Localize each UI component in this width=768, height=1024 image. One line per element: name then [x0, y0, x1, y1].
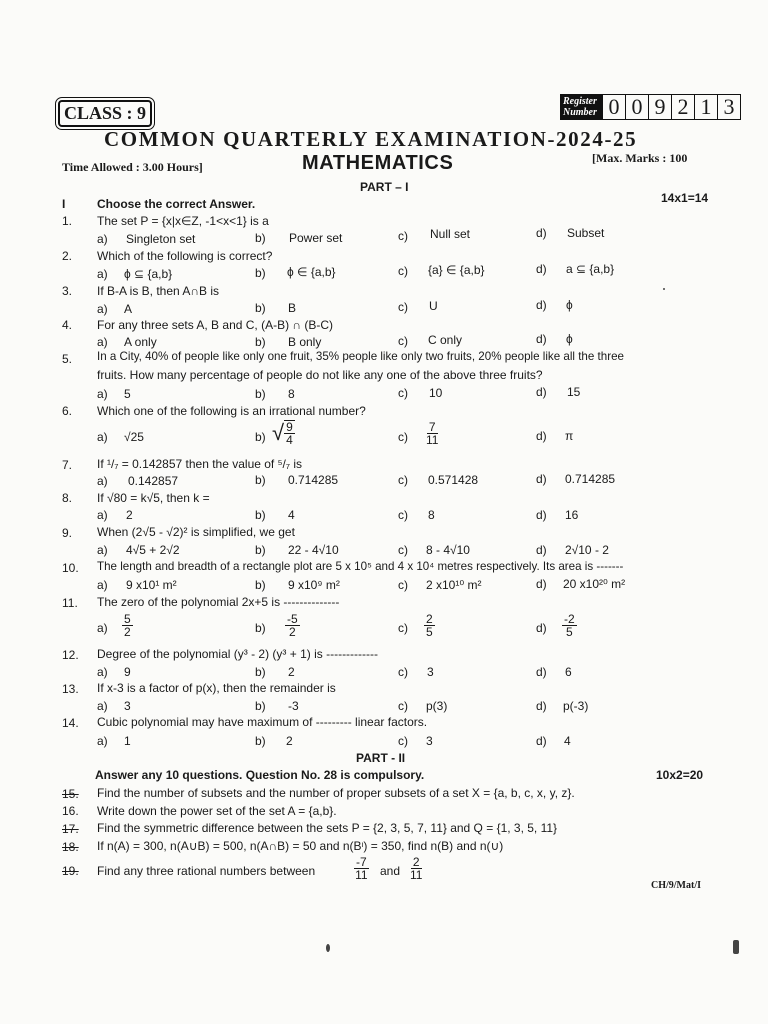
question-text: In a City, 40% of people like only one fruit, 35% people like only two fruits, 20% people like all the three: [97, 350, 624, 363]
option-label-a: a): [97, 734, 108, 748]
option-label-c: c): [398, 699, 408, 713]
option-c: 10: [429, 386, 443, 400]
option-label-a: a): [97, 543, 108, 557]
question-text: Find the number of subsets and the number of proper subsets of a set X = {a, b, c, x, y, z}.: [97, 786, 575, 800]
question-text: If n(A) = 300, n(A∪B) = 500, n(A∩B) = 50 and n(Bᶦ) = 350, find n(B) and n(∪): [97, 839, 504, 853]
question-text: Degree of the polynomial (y³ - 2) (y³ + 1) is -------------: [97, 647, 379, 661]
option-b: B: [288, 301, 297, 315]
option-c: 0.571428: [428, 473, 479, 487]
question-number: 3.: [62, 284, 73, 298]
option-label-c: c): [398, 430, 408, 444]
option-label-a: a): [97, 699, 108, 713]
question-number: 6.: [62, 404, 73, 418]
subject-title: MATHEMATICS: [302, 152, 454, 174]
option-label-b: b): [255, 430, 266, 444]
scan-speck: [663, 288, 665, 290]
question-number: 16.: [62, 804, 79, 818]
option-label-d: d): [536, 543, 547, 557]
fraction-denominator: 11: [410, 868, 423, 882]
part-2-instruction: Answer any 10 questions. Question No. 28 is compulsory.: [95, 768, 425, 782]
fraction-numerator: 5: [124, 612, 131, 626]
option-b: 2: [286, 734, 293, 748]
option-d: [562, 613, 577, 638]
option-label-c: c): [398, 734, 408, 748]
option-label-a: a): [97, 302, 108, 316]
option-b: √ $\frac{9}{4}$: [272, 420, 293, 447]
question-number: 12.: [62, 648, 79, 662]
option-label-a: a): [97, 267, 108, 281]
option-b: 9 x10⁹ m²: [288, 578, 340, 592]
option-a: 5: [124, 387, 131, 401]
option-a: 4√5 + 2√2: [126, 543, 180, 557]
option-label-c: c): [398, 665, 408, 679]
question-text: Write down the power set of the set A = {a,b}.: [97, 804, 337, 818]
question-text: Cubic polynomial may have maximum of --------- linear factors.: [97, 715, 428, 729]
option-b: 4: [288, 508, 295, 522]
question-text: If ¹/₇ = 0.142857 then the value of ⁵/₇ is: [97, 457, 303, 471]
option-c: [424, 613, 435, 638]
option-d: 0.714285: [565, 472, 616, 486]
option-b: Power set: [289, 231, 343, 245]
option-d: Subset: [567, 226, 605, 240]
option-a: √25: [124, 430, 144, 444]
option-b: 0.714285: [288, 473, 339, 487]
option-label-c: c): [398, 621, 408, 635]
question-text: Find the symmetric difference between the sets P = {2, 3, 5, 7, 11} and Q = {1, 3, 5, 11}: [97, 821, 558, 835]
paper-code: CH/9/Mat/I: [651, 880, 701, 891]
register-number-box: [560, 94, 741, 120]
option-a: [122, 613, 133, 638]
option-label-a: a): [97, 335, 108, 349]
option-label-b: b): [255, 473, 266, 487]
option-label-b: b): [255, 543, 266, 557]
option-label-d: d): [536, 332, 547, 346]
option-label-b: b): [255, 335, 266, 349]
question-number: 15.: [62, 787, 79, 801]
option-b: 8: [288, 387, 295, 401]
question-text: For any three sets A, B and C, (A-B) ∩ (B-C): [97, 318, 334, 332]
question-text: Which one of the following is an irrational number?: [97, 404, 366, 418]
max-marks: [Max. Marks : 100: [592, 151, 688, 165]
question-text-continued: fruits. How many percentage of people do not like any one of the above three fruits?: [97, 368, 543, 382]
option-b: B only: [288, 335, 322, 349]
option-label-c: c): [398, 508, 408, 522]
register-digit: 2: [672, 95, 695, 119]
option-d: a ⊆ {a,b}: [566, 262, 615, 276]
option-label-a: a): [97, 232, 108, 246]
option-label-d: d): [536, 226, 547, 240]
option-b: 22 - 4√10: [288, 543, 339, 557]
fraction-lower-bound: [354, 856, 369, 881]
question-text: If B-A is B, then A∩B is: [97, 284, 220, 298]
fraction-joiner: and: [380, 864, 401, 878]
option-c: 8 - 4√10: [426, 543, 470, 557]
option-label-b: b): [255, 621, 266, 635]
question-number: 2.: [62, 249, 73, 263]
option-label-d: d): [536, 429, 547, 443]
option-a: ϕ ⊆ {a,b}: [124, 267, 173, 281]
option-a: 1: [124, 734, 131, 748]
question-number: 5.: [62, 352, 73, 366]
option-d: 16: [565, 508, 579, 522]
option-label-c: c): [398, 264, 408, 278]
option-label-d: d): [536, 699, 547, 713]
option-d: 15: [567, 385, 581, 399]
option-label-c: c): [398, 229, 408, 243]
question-text: Which of the following is correct?: [97, 249, 273, 263]
option-label-d: d): [536, 508, 547, 522]
question-text: If √80 = k√5, then k =: [97, 491, 210, 505]
option-b: 2: [288, 665, 295, 679]
fraction-numerator: 2: [412, 855, 420, 869]
option-label-c: c): [398, 300, 408, 314]
option-d: p(-3): [563, 699, 589, 713]
option-a: 2: [126, 508, 133, 522]
register-number-label: Register Number: [560, 94, 602, 120]
exam-title: COMMON QUARTERLY EXAMINATION-2024-25: [104, 127, 638, 151]
option-label-d: d): [536, 577, 547, 591]
register-digit: 3: [723, 94, 735, 119]
option-label-a: a): [97, 508, 108, 522]
option-label-d: d): [536, 665, 547, 679]
option-label-d: d): [536, 262, 547, 276]
option-label-c: c): [398, 543, 408, 557]
fraction-denominator: 11: [355, 868, 368, 882]
option-a: 9 x10¹ m²: [126, 578, 177, 592]
question-number: 14.: [62, 716, 79, 730]
fraction-denominator: 5: [565, 625, 573, 639]
question-number: 13.: [62, 682, 79, 696]
question-text: When (2√5 - √2)² is simplified, we get: [97, 525, 295, 539]
fraction-denominator: 4: [286, 433, 293, 447]
part-1-marks: 14x1=14: [661, 191, 709, 205]
option-label-d: d): [536, 734, 547, 748]
option-label-d: d): [536, 472, 547, 486]
option-label-a: a): [97, 387, 108, 401]
option-label-b: b): [255, 387, 266, 401]
option-label-b: b): [255, 578, 266, 592]
option-c: 2 x10¹⁰ m²: [426, 578, 482, 592]
question-text: Find any three rational numbers between: [97, 864, 316, 878]
option-label-c: c): [398, 386, 408, 400]
part-1-heading: PART – I: [360, 180, 409, 194]
option-label-b: b): [255, 734, 266, 748]
option-c: 3: [426, 734, 433, 748]
option-label-b: b): [255, 665, 266, 679]
option-a: Singleton set: [126, 232, 196, 246]
option-label-d: d): [536, 385, 547, 399]
fraction-numerator: -7: [356, 855, 367, 869]
question-number: 8.: [62, 491, 73, 505]
register-digit: 0: [626, 95, 649, 119]
fraction-numerator: -5: [287, 612, 298, 626]
question-number: 7.: [62, 458, 73, 472]
option-c: [426, 421, 438, 446]
option-label-a: a): [97, 430, 108, 444]
fraction-denominator: 2: [124, 625, 131, 639]
option-label-c: c): [398, 334, 408, 348]
question-number: 11.: [62, 596, 78, 610]
option-c: C only: [428, 333, 463, 347]
option-label-b: b): [255, 699, 266, 713]
option-label-d: d): [536, 621, 547, 635]
register-digit: 0: [603, 95, 626, 119]
option-label-b: b): [255, 508, 266, 522]
option-d: 2√10 - 2: [565, 543, 609, 557]
option-c: 8: [428, 508, 435, 522]
option-label-c: c): [398, 578, 408, 592]
fraction-numerator: 7: [428, 420, 436, 434]
register-digits: [602, 94, 741, 120]
fraction-numerator: -2: [564, 612, 575, 626]
option-label-a: a): [97, 578, 108, 592]
option-d: ϕ: [566, 332, 573, 346]
question-number: 10.: [62, 561, 79, 575]
register-digit: 1: [695, 95, 718, 119]
option-label-c: c): [398, 473, 408, 487]
option-label-b: b): [255, 301, 266, 315]
option-c: U: [429, 299, 438, 313]
part-2-heading: PART - II: [356, 751, 406, 765]
option-label-a: a): [97, 621, 108, 635]
option-a: A only: [124, 335, 157, 349]
option-c: {a} ∈ {a,b}: [428, 263, 485, 277]
option-d: π: [565, 429, 574, 443]
scan-speck: [733, 940, 739, 954]
fraction-denominator: 5: [426, 625, 433, 639]
part-2-marks: 10x2=20: [656, 768, 704, 782]
option-label-a: a): [97, 665, 108, 679]
option-b: ϕ ∈ {a,b}: [287, 265, 336, 279]
option-label-b: b): [255, 231, 266, 245]
option-a: 3: [124, 699, 131, 713]
question-number: 4.: [62, 318, 73, 332]
time-allowed: Time Allowed : 3.00 Hours]: [62, 160, 203, 174]
option-a: 9: [124, 665, 131, 679]
option-d: ϕ: [566, 298, 573, 312]
option-a: 0.142857: [128, 474, 179, 488]
option-label-b: b): [255, 266, 266, 280]
part-1-roman: I: [62, 197, 66, 211]
option-label-a: a): [97, 474, 108, 488]
option-label-d: d): [536, 298, 547, 312]
question-number: 19.: [62, 864, 79, 878]
question-number: 1.: [62, 214, 73, 228]
fraction-numerator: 9: [286, 420, 293, 434]
option-b: -3: [288, 699, 299, 713]
option-b: [285, 613, 300, 638]
fraction-denominator: 2: [288, 625, 296, 639]
option-c: p(3): [426, 699, 448, 713]
question-text: The set P = {x|x∈Z, -1<x<1} is a: [97, 214, 269, 228]
option-a: A: [124, 302, 133, 316]
option-d: 20 x10²⁰ m²: [563, 577, 626, 591]
question-number: 9.: [62, 526, 73, 540]
register-digit: 9: [649, 95, 672, 119]
option-d: 4: [564, 734, 571, 748]
question-number: 18.: [62, 840, 79, 854]
option-c: Null set: [430, 227, 471, 241]
fraction-upper-bound: [410, 856, 422, 881]
scan-speck: [326, 944, 330, 952]
option-c: 3: [427, 665, 434, 679]
question-text: If x-3 is a factor of p(x), then the remainder is: [97, 681, 336, 695]
part-1-instruction: Choose the correct Answer.: [97, 197, 256, 211]
question-number: 17.: [62, 822, 79, 836]
class-label: CLASS : 9: [58, 100, 152, 127]
question-text: The zero of the polynomial 2x+5 is --------------: [97, 595, 340, 609]
fraction-numerator: 2: [426, 612, 433, 626]
option-d: 6: [565, 665, 572, 679]
question-text: The length and breadth of a rectangle plot are 5 x 10⁵ and 4 x 10⁴ metres respectively. Its area is -------: [97, 560, 624, 573]
fraction-denominator: 11: [426, 433, 439, 447]
